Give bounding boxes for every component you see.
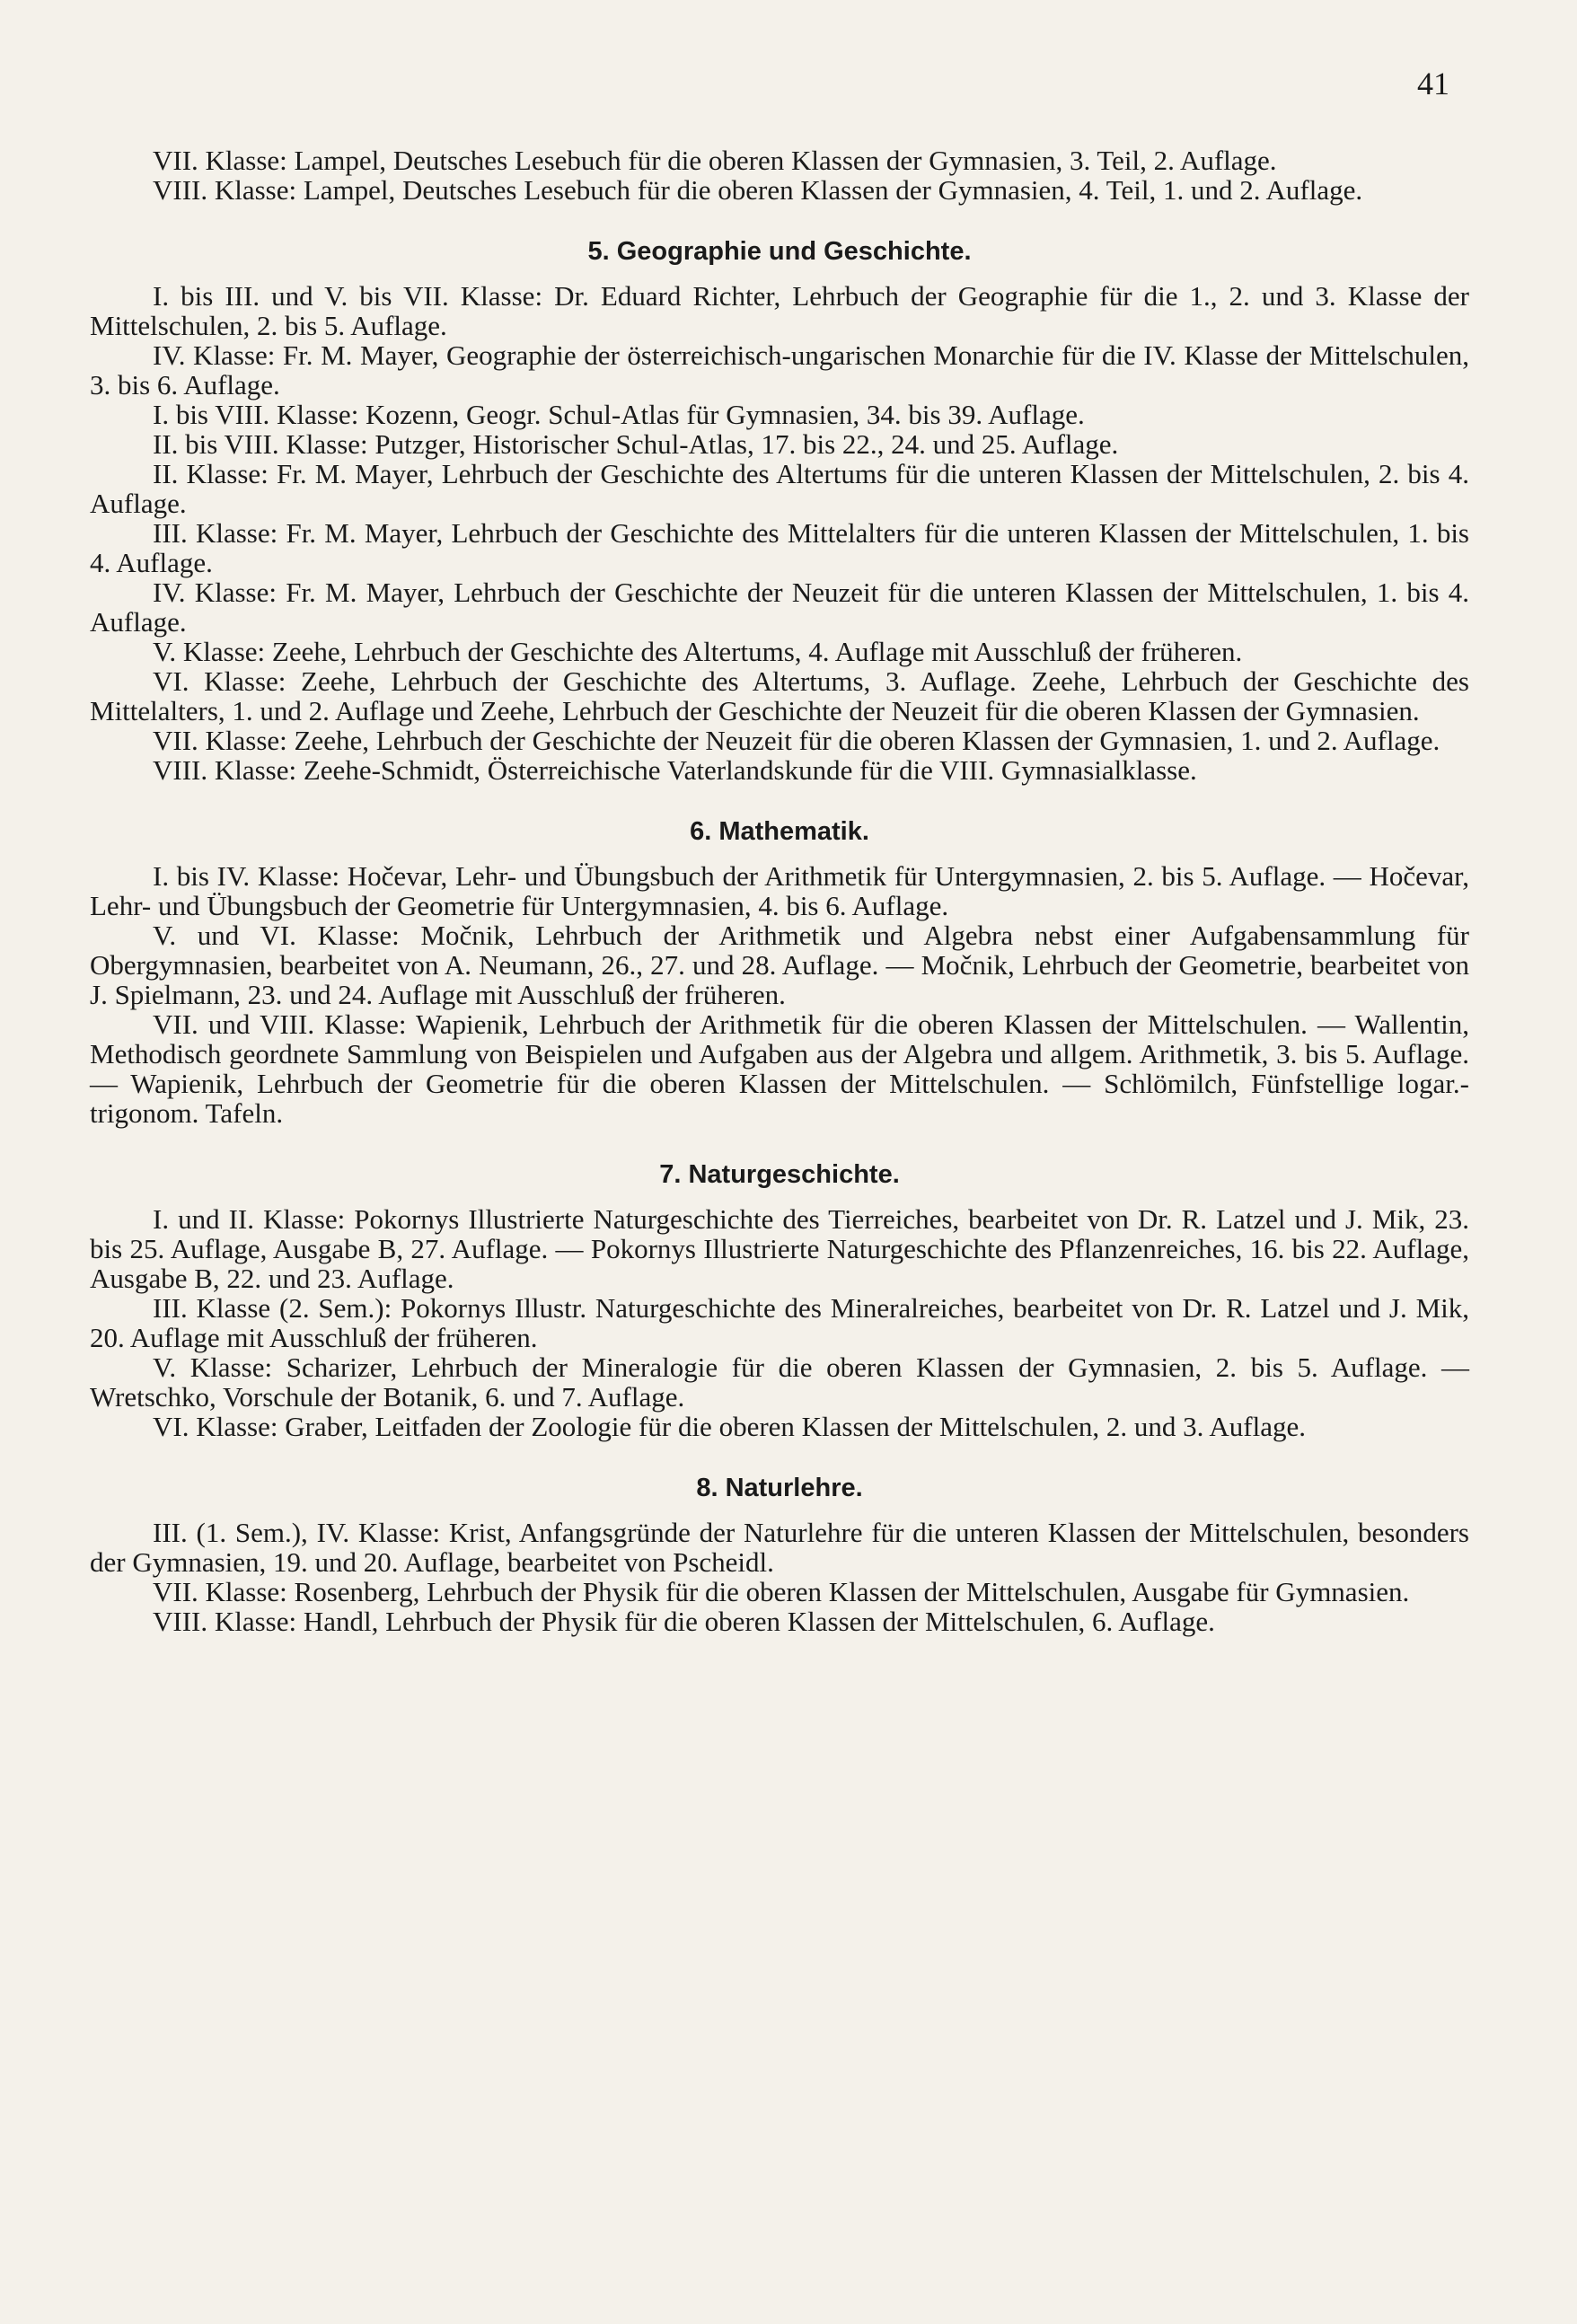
paragraph: I. und II. Klasse: Pokornys Illustrierte Naturgeschichte des Tierreiches, bearbeitet von Dr. R. Latzel und J. Mik, 23. bis 25. Auflage, Ausgabe B, 27. Auflage. — Pokornys Illustrierte Naturgeschichte des Pflanzenreiches, 16. bis 22. Auflage, Ausgabe B, 22. und 23. Auflage. <box>90 1203 1469 1294</box>
paragraph: VIII. Klasse: Lampel, Deutsches Lesebuch für die oberen Klassen der Gymnasien, 4. Teil, 1. und 2. Auflage. <box>153 174 1363 206</box>
section-heading: 7. Naturgeschichte. <box>659 1160 900 1189</box>
paragraph: VIII. Klasse: Handl, Lehrbuch der Physik für die oberen Klassen der Mittelschulen, 6. Auflage. <box>153 1606 1215 1637</box>
paragraph: VII. Klasse: Rosenberg, Lehrbuch der Physik für die oberen Klassen der Mittelschulen, Ausgabe für Gymnasien. <box>153 1576 1410 1607</box>
paragraph: VI. Klasse: Zeehe, Lehrbuch der Geschichte des Altertums, 3. Auflage. Zeehe, Lehrbuch der Geschichte des Mittelalters, 1. und 2. Auflage und Zeehe, Lehrbuch der Geschichte der Neuzeit für die oberen Klassen der Gymnasien. <box>90 665 1469 726</box>
paragraph: IV. Klasse: Fr. M. Mayer, Lehrbuch der Geschichte der Neuzeit für die unteren Klassen der Mittelschulen, 1. bis 4. Auflage. <box>90 577 1469 638</box>
paragraph: VII. Klasse: Zeehe, Lehrbuch der Geschichte der Neuzeit für die oberen Klassen der Gymnasien, 1. und 2. Auflage. <box>153 725 1440 756</box>
paragraph: III. Klasse: Fr. M. Mayer, Lehrbuch der Geschichte des Mittelalters für die unteren Klassen der Mittelschulen, 1. bis 4. Auflage. <box>90 517 1469 578</box>
paragraph: II. bis VIII. Klasse: Putzger, Historischer Schul-Atlas, 17. bis 22., 24. und 25. Auflage. <box>153 428 1119 460</box>
paragraph: I. bis IV. Klasse: Hočevar, Lehr- und Übungsbuch der Arithmetik für Untergymnasien, 2. bis 5. Auflage. — Hočevar, Lehr- und Übungsbuch der Geometrie für Untergymnasien, 4. bis 6. Auflage. <box>90 860 1469 921</box>
section-heading: 8. Naturlehre. <box>696 1474 863 1502</box>
paragraph: VI. Klasse: Graber, Leitfaden der Zoologie für die oberen Klassen der Mittelschulen, 2. und 3. Auflage. <box>153 1411 1306 1442</box>
paragraph: VII. und VIII. Klasse: Wapienik, Lehrbuch der Arithmetik für die oberen Klassen der Mittelschulen. — Wallentin, Methodisch geordnete Sammlung von Beispielen und Aufgaben aus der Algebra und allgem. Arithmetik, 3. bis 5. Auflage. — Wapienik, Lehrbuch der Geometrie für die oberen Klassen der Mittelschulen. — Schlömilch, Fünfstellige logar.-trigonom. Tafeln. <box>90 1008 1469 1129</box>
paragraph: V. und VI. Klasse: Močnik, Lehrbuch der Arithmetik und Algebra nebst einer Aufgabensammlung für Obergymnasien, bearbeitet von A. Neumann, 26., 27. und 28. Auflage. — Močnik, Lehrbuch der Geometrie, bearbeitet von J. Spielmann, 23. und 24. Auflage mit Ausschluß der früheren. <box>90 920 1469 1010</box>
paragraph: I. bis III. und V. bis VII. Klasse: Dr. Eduard Richter, Lehrbuch der Geographie für die 1., 2. und 3. Klasse der Mittelschulen, 2. bis 5. Auflage. <box>90 280 1469 341</box>
paragraph: VIII. Klasse: Zeehe-Schmidt, Österreichische Vaterlandskunde für die VIII. Gymnasialklasse. <box>153 754 1197 786</box>
page-number: 41 <box>1417 66 1449 101</box>
paragraph: VII. Klasse: Lampel, Deutsches Lesebuch für die oberen Klassen der Gymnasien, 3. Teil, 2. Auflage. <box>153 145 1277 176</box>
paragraph: V. Klasse: Scharizer, Lehrbuch der Mineralogie für die oberen Klassen der Gymnasien, 2. bis 5. Auflage. — Wretschko, Vorschule der Botanik, 6. und 7. Auflage. <box>90 1351 1469 1413</box>
page-body <box>90 145 1469 1636</box>
paragraph: I. bis VIII. Klasse: Kozenn, Geogr. Schul-Atlas für Gymnasien, 34. bis 39. Auflage. <box>153 399 1085 430</box>
paragraph: II. Klasse: Fr. M. Mayer, Lehrbuch der Geschichte des Altertums für die unteren Klassen der Mittelschulen, 2. bis 4. Auflage. <box>90 458 1469 519</box>
paragraph: III. (1. Sem.), IV. Klasse: Krist, Anfangsgründe der Naturlehre für die unteren Klassen der Mittelschulen, besonders der Gymnasien, 19. und 20. Auflage, bearbeitet von Pscheidl. <box>90 1517 1469 1578</box>
section-heading: 5. Geographie und Geschichte. <box>587 237 972 266</box>
paragraph: V. Klasse: Zeehe, Lehrbuch der Geschichte des Altertums, 4. Auflage mit Ausschluß der früheren. <box>153 636 1243 667</box>
paragraph: III. Klasse (2. Sem.): Pokornys Illustr. Naturgeschichte des Mineralreiches, bearbeitet von Dr. R. Latzel und J. Mik, 20. Auflage mit Ausschluß der früheren. <box>90 1292 1469 1353</box>
section-heading: 6. Mathematik. <box>690 817 869 846</box>
paragraph: IV. Klasse: Fr. M. Mayer, Geographie der österreichisch-ungarischen Monarchie für die IV. Klasse der Mittelschulen, 3. bis 6. Auflage. <box>90 339 1469 401</box>
